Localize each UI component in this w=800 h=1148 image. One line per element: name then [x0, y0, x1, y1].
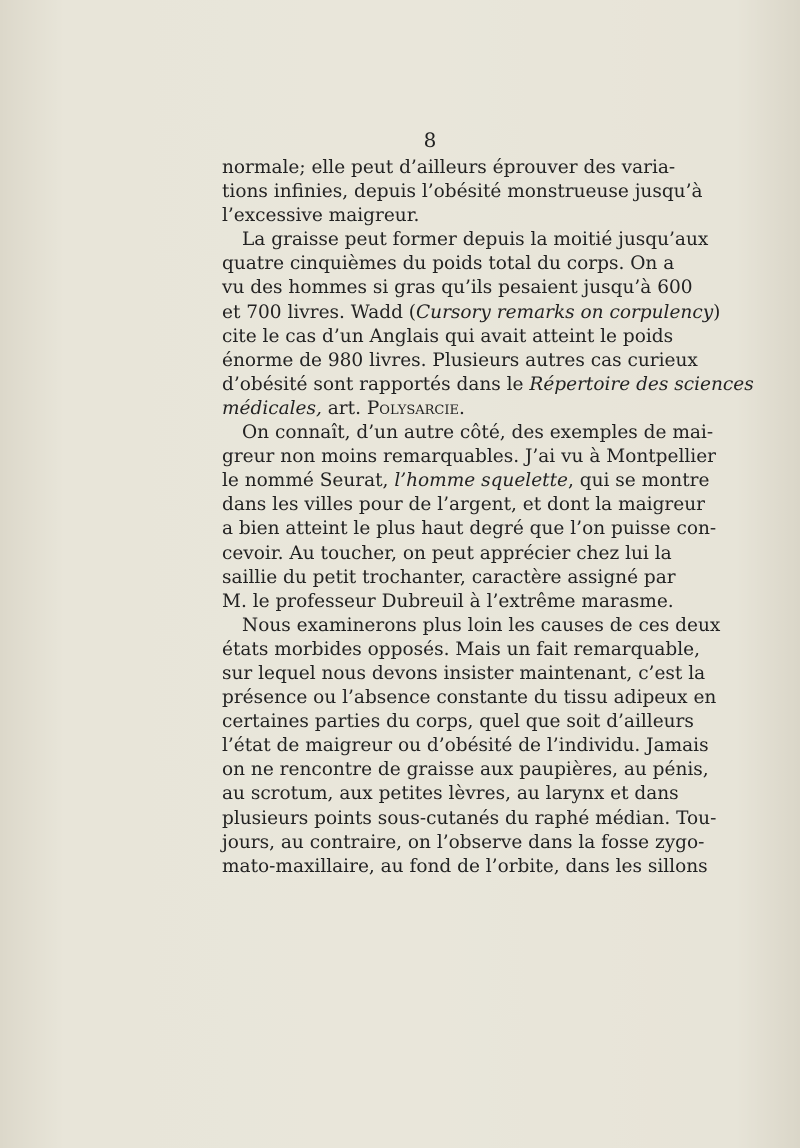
- text-line: cevoir. Au toucher, on peut apprécier chez lui la: [222, 542, 672, 564]
- text-line: [222, 373, 754, 397]
- text-line: on ne rencontre de graisse aux paupières, au pénis,: [222, 759, 709, 781]
- text-line: plusieurs points sous-cutanés du raphé médian. Tou-: [222, 807, 717, 829]
- text-line: états morbides opposés. Mais un fait remarquable,: [222, 638, 700, 660]
- text-line: a bien atteint le plus haut degré que l’on puisse con-: [222, 518, 717, 540]
- text-line: dans les villes pour de l’argent, et dont la maigreur: [222, 494, 705, 516]
- text-line: tions infinies, depuis l’obésité monstrueuse jusqu’à: [222, 181, 703, 203]
- text-line: quatre cinquièmes du poids total du corps. On a: [222, 253, 675, 275]
- body-text: [222, 156, 754, 879]
- text-span: art.: [321, 397, 367, 419]
- text-line: saillie du petit trochanter, caractère assigné par: [222, 566, 676, 588]
- text-span: le nommé Seurat,: [222, 470, 395, 492]
- text-line: vu des hommes si gras qu’ils pesaient jusqu’à 600: [222, 277, 693, 299]
- text-line: Nous examinerons plus loin les causes de ces deux: [242, 614, 721, 636]
- text-span: .: [459, 397, 465, 419]
- text-line: M. le professeur Dubreuil à l’extrême marasme.: [222, 590, 674, 612]
- text-line: certaines parties du corps, quel que soit d’ailleurs: [222, 711, 694, 733]
- text-line: énorme de 980 livres. Plusieurs autres cas curieux: [222, 349, 698, 371]
- text-line: [222, 397, 650, 421]
- text-span: d’obésité sont rapportés dans le: [222, 373, 530, 395]
- text-line: sur lequel nous devons insister maintenant, c’est la: [222, 662, 706, 684]
- page-number: 8: [423, 128, 437, 152]
- text-line: l’excessive maigreur.: [222, 205, 420, 227]
- text-line: greur non moins remarquables. J’ai vu à Montpellier: [222, 446, 717, 468]
- text-line: l’état de maigreur ou d’obésité de l’individu. Jamais: [222, 735, 709, 757]
- text-span: , qui se montre: [567, 470, 710, 492]
- small-caps-text: Polysarcie: [366, 397, 459, 419]
- italic-text: médicales,: [222, 397, 322, 419]
- text-line: normale; elle peut d’ailleurs éprouver des varia-: [222, 157, 676, 178]
- text-line: La graisse peut former depuis la moitié jusqu’aux: [242, 229, 709, 251]
- text-line: [222, 301, 721, 325]
- text-line: présence ou l’absence constante du tissu adipeux en: [222, 687, 717, 709]
- text-line: mato-maxillaire, au fond de l’orbite, dans les sillons: [222, 855, 708, 877]
- italic-text: Cursory remarks on corpulency: [416, 301, 714, 323]
- text-line: au scrotum, aux petites lèvres, au larynx et dans: [222, 783, 679, 805]
- text-line: cite le cas d’un Anglais qui avait atteint le poids: [222, 325, 674, 347]
- text-line: jours, au contraire, on l’observe dans la fosse zygo-: [222, 831, 705, 853]
- text-line: [222, 469, 710, 493]
- text-span: ): [713, 301, 721, 323]
- text-line: On connaît, d’un autre côté, des exemples de mai-: [242, 422, 714, 444]
- italic-text: l’homme squelette: [394, 470, 568, 492]
- italic-text: Répertoire des sciences: [529, 373, 754, 395]
- text-span: et 700 livres. Wadd (: [222, 301, 417, 323]
